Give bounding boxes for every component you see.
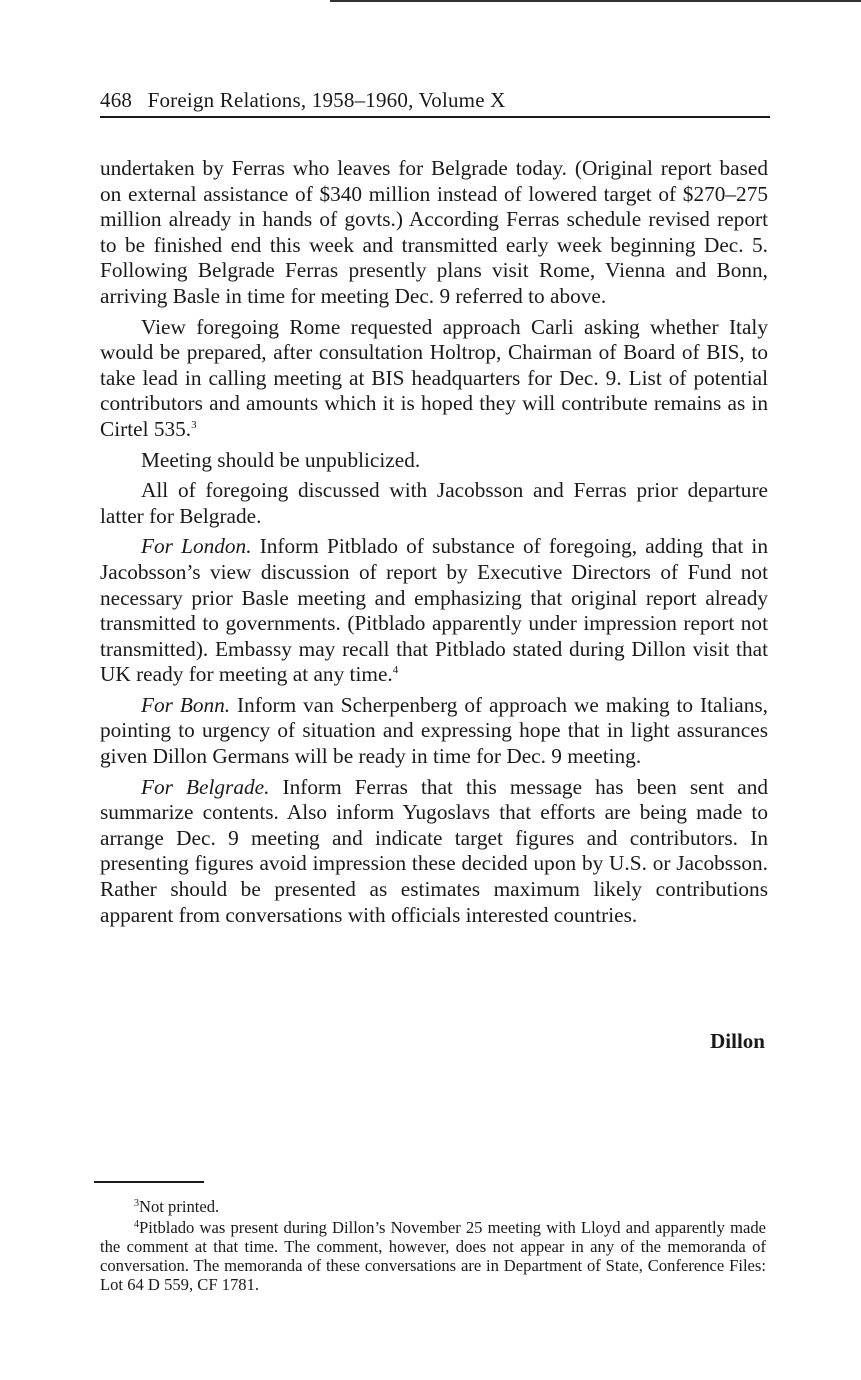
london-lead: For London. xyxy=(141,534,252,559)
footnote-4 xyxy=(100,1219,766,1295)
bonn-lead: For Bonn. xyxy=(141,692,231,717)
footnote-divider xyxy=(94,1181,204,1183)
paragraph-3: Meeting should be unpublicized. xyxy=(141,447,421,472)
footnotes xyxy=(100,1198,766,1297)
bonn-text: Inform van Scherpenberg of approach we making to Italians, pointing to urgency of situation and expressing hope that in light assurances given Dillon Germans will be ready in time for Dec. 9 meeting. xyxy=(100,692,768,769)
footnote-3 xyxy=(100,1198,766,1217)
footnote-3-number: 3 xyxy=(134,1198,139,1209)
paragraph-2 xyxy=(100,315,768,443)
body-text xyxy=(100,156,768,933)
running-header xyxy=(100,88,770,118)
top-edge-line xyxy=(330,0,861,2)
footnote-4-number: 4 xyxy=(134,1218,139,1230)
paragraph-london xyxy=(100,534,768,688)
paragraph-bonn xyxy=(100,693,768,770)
signature: Dillon xyxy=(710,1029,765,1053)
belgrade-lead: For Belgrade. xyxy=(141,774,270,799)
footnote-4-text: Pitblado was present during Dillon’s November 25 meeting with Lloyd and apparently made the comment at that time. The comment, however, does not appear in any of the memoranda of conversation. The memoranda of these conversations are in Department of State, Conference Files: Lot 64 D 559, CF 1781. xyxy=(100,1217,766,1294)
paragraph-4: All of foregoing discussed with Jacobsson and Ferras prior departure latter for Belgrade. xyxy=(100,478,768,528)
page-number: 468 xyxy=(100,88,133,112)
footnote-3-text: Not printed. xyxy=(139,1197,220,1216)
belgrade-text: Inform Ferras that this message has been sent and summarize contents. Also inform Yugoslavs that efforts are being made to arrange Dec. 9 meeting and indicate target figures and contributors. In presenting figures avoid impression these decided upon by U.S. or Jacobsson. Rather should be presented as estimates maximum likely contributions apparent from conversations with officials interested countries. xyxy=(100,774,768,927)
footnote-ref-3: 3 xyxy=(191,418,197,431)
london-text: Inform Pitblado of substance of foregoing, adding that in Jacobsson’s view discussion of report by Executive Directors of Fund not necessary prior Basle meeting and emphasizing that original report already transmitted to governments. (Pitblado apparently under impression report not transmitted). Embassy may recall that Pitblado stated during Dillon visit that UK ready for meeting at any time. xyxy=(100,534,768,687)
volume-title: Foreign Relations, 1958–1960, Volume X xyxy=(147,88,506,112)
paragraph-2-text: View foregoing Rome requested approach Carli asking whether Italy would be prepared, after consultation Holtrop, Chairman of Board of BIS, to take lead in calling meeting at BIS headquarters for Dec. 9. List of potential contributors and amounts which it is hoped they will contribute remains as in Cirtel 535. xyxy=(100,314,768,441)
paragraph-1: undertaken by Ferras who leaves for Belgrade today. (Original report based on external assistance of $340 million instead of lowered target of $270–275 million already in hands of govts.) According Ferras schedule revised report to be finished end this week and transmitted early week beginning Dec. 5. Following Belgrade Ferras presently plans visit Rome, Vienna and Bonn, arriving Basle in time for meeting Dec. 9 referred to above. xyxy=(100,156,768,308)
footnote-ref-4: 4 xyxy=(392,664,399,677)
paragraph-belgrade xyxy=(100,775,768,929)
